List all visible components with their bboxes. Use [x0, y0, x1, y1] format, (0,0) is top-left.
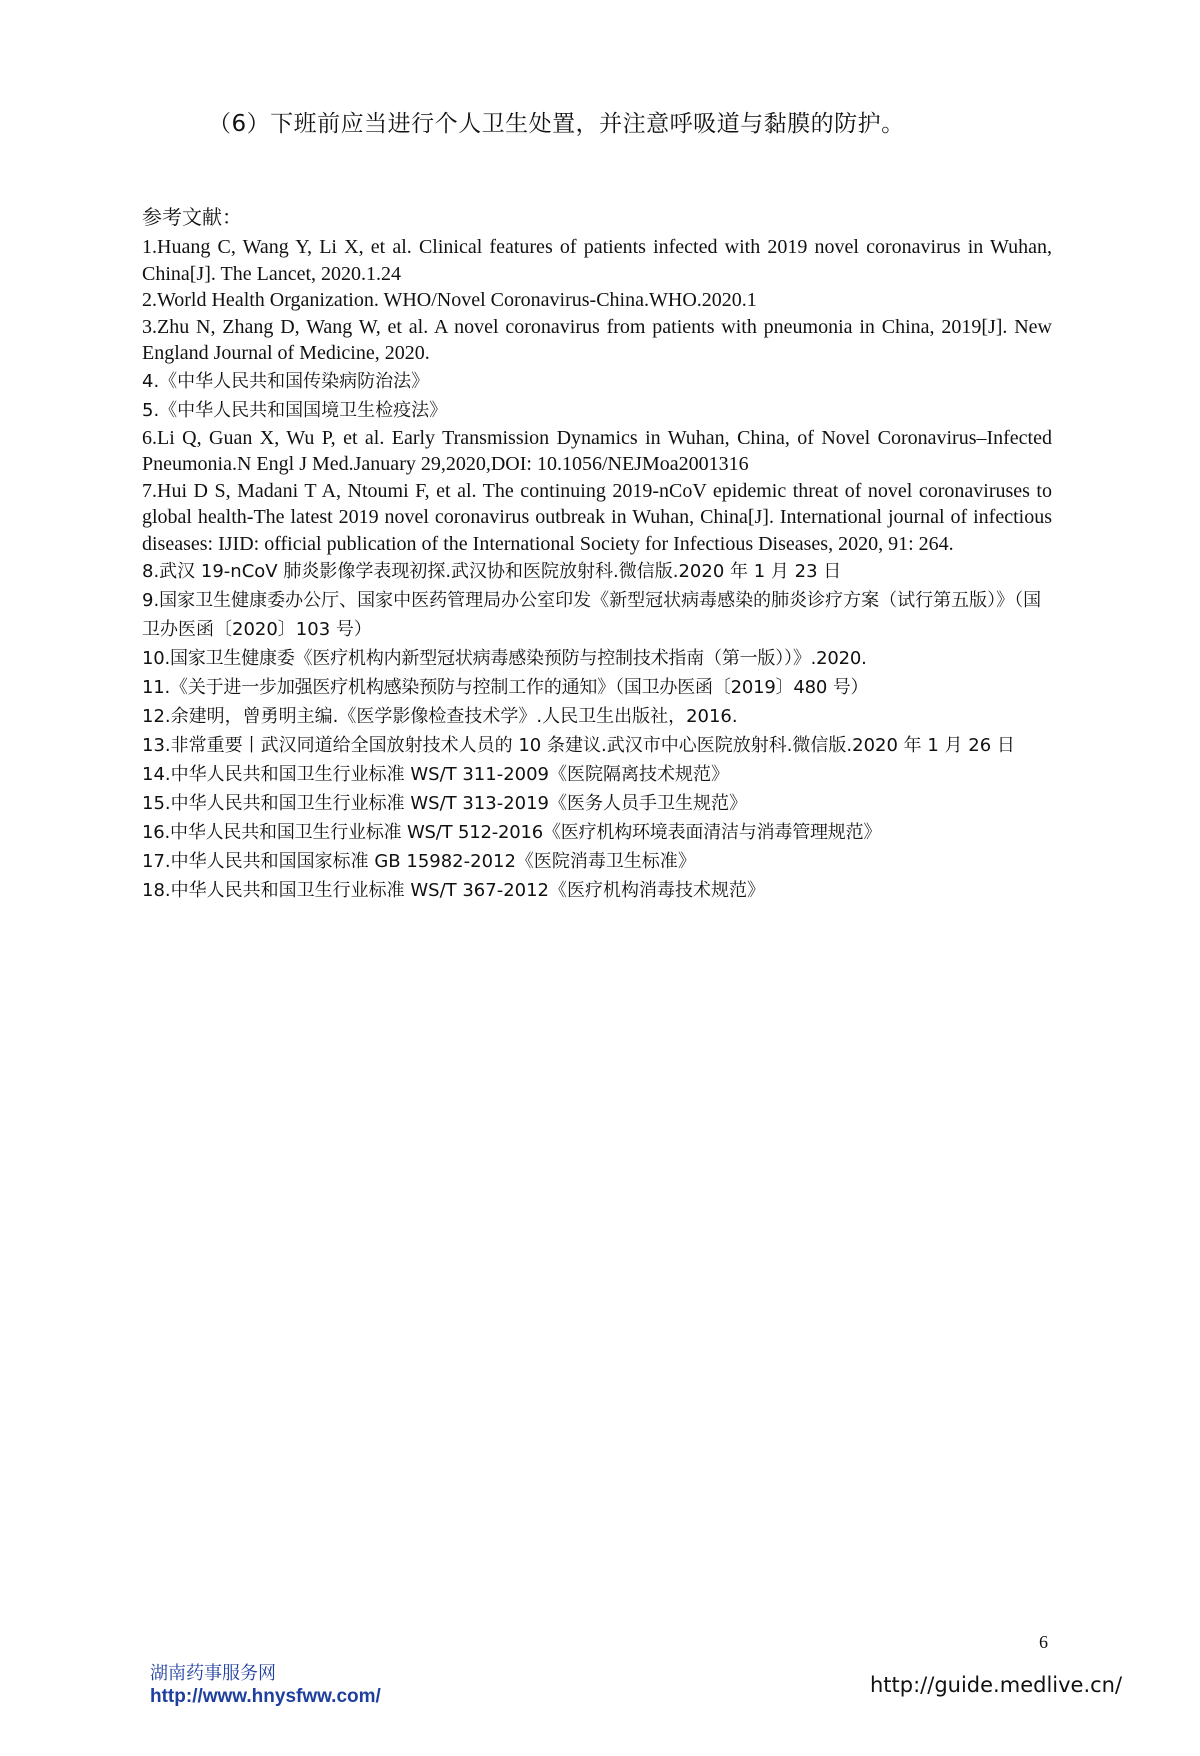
reference-item: 12.余建明，曾勇明主编.《医学影像检查技术学》.人民卫生出版社，2016.: [142, 706, 738, 727]
references-section: [142, 203, 1052, 905]
reference-item: 9.国家卫生健康委办公厅、国家中医药管理局办公室印发《新型冠状病毒感染的肺炎诊疗方案（试行第五版）》（国卫办医函〔2020〕103 号）: [142, 590, 1042, 640]
reference-item: 1.Huang C, Wang Y, Li X, et al. Clinical features of patients infected with 2019 novel coronavirus in Wuhan, China[J]. The Lancet, 2020.1.24: [142, 236, 1052, 285]
reference-item: 5.《中华人民共和国国境卫生检疫法》: [142, 399, 448, 421]
footer-site-name: 湖南药事服务网: [150, 1663, 276, 1684]
reference-item: 4.《中华人民共和国传染病防治法》: [142, 370, 430, 392]
footer-right-url[interactable]: http://guide.medlive.cn/: [870, 1673, 1123, 1697]
reference-item: 8.武汉 19-nCoV 肺炎影像学表现初探.武汉协和医院放射科.微信版.2020 年 1 月 23 日: [142, 561, 842, 582]
reference-item: 10.国家卫生健康委《医疗机构内新型冠状病毒感染预防与控制技术指南（第一版））》.2020.: [142, 648, 867, 669]
reference-item: 11.《关于进一步加强医疗机构感染预防与控制工作的通知》（国卫办医函〔2019〕480 号）: [142, 677, 869, 698]
reference-item: 14.中华人民共和国卫生行业标准 WS/T 311-2009《医院隔离技术规范》: [142, 764, 730, 785]
references-heading: 参考文献：: [142, 205, 242, 229]
reference-item: 3.Zhu N, Zhang D, Wang W, et al. A novel coronavirus from patients with pneumonia in China, 2019[J]. New England Journal of Medicine, 2020.: [142, 315, 1052, 364]
reference-item: 16.中华人民共和国卫生行业标准 WS/T 512-2016《医疗机构环境表面清洁与消毒管理规范》: [142, 822, 882, 843]
reference-list: [142, 234, 1052, 905]
page-number: 6: [1039, 1632, 1048, 1652]
footer-site-url[interactable]: http://www.hnysfww.com/: [150, 1686, 381, 1707]
reference-item: 7.Hui D S, Madani T A, Ntoumi F, et al. The continuing 2019-nCoV epidemic threat of novel coronaviruses to global health-The latest 2019 novel coronavirus outbreak in Wuhan, China[J]. International journal of infectious diseases: IJID: official publication of the International Society for Infectious Diseases, 2020, 91: 264.: [142, 479, 1052, 555]
reference-item: 6.Li Q, Guan X, Wu P, et al. Early Transmission Dynamics in Wuhan, China, of Novel Coronavirus–Infected Pneumonia.N Engl J Med.January 29,2020,DOI: 10.1056/NEJMoa2001316: [142, 426, 1052, 475]
reference-item: 17.中华人民共和国国家标准 GB 15982-2012《医院消毒卫生标准》: [142, 851, 696, 872]
reference-item: 18.中华人民共和国卫生行业标准 WS/T 367-2012《医疗机构消毒技术规范》: [142, 880, 766, 901]
footer-left: [150, 1663, 381, 1709]
reference-item: 13.非常重要丨武汉同道给全国放射技术人员的 10 条建议.武汉市中心医院放射科.微信版.2020 年 1 月 26 日: [142, 735, 1015, 756]
reference-item: 2.World Health Organization. WHO/Novel Coronavirus-China.WHO.2020.1: [142, 289, 757, 311]
body-item-6: （6）下班前应当进行个人卫生处置，并注意呼吸道与黏膜的防护。: [208, 111, 905, 137]
reference-item: 15.中华人民共和国卫生行业标准 WS/T 313-2019《医务人员手卫生规范》: [142, 793, 748, 814]
